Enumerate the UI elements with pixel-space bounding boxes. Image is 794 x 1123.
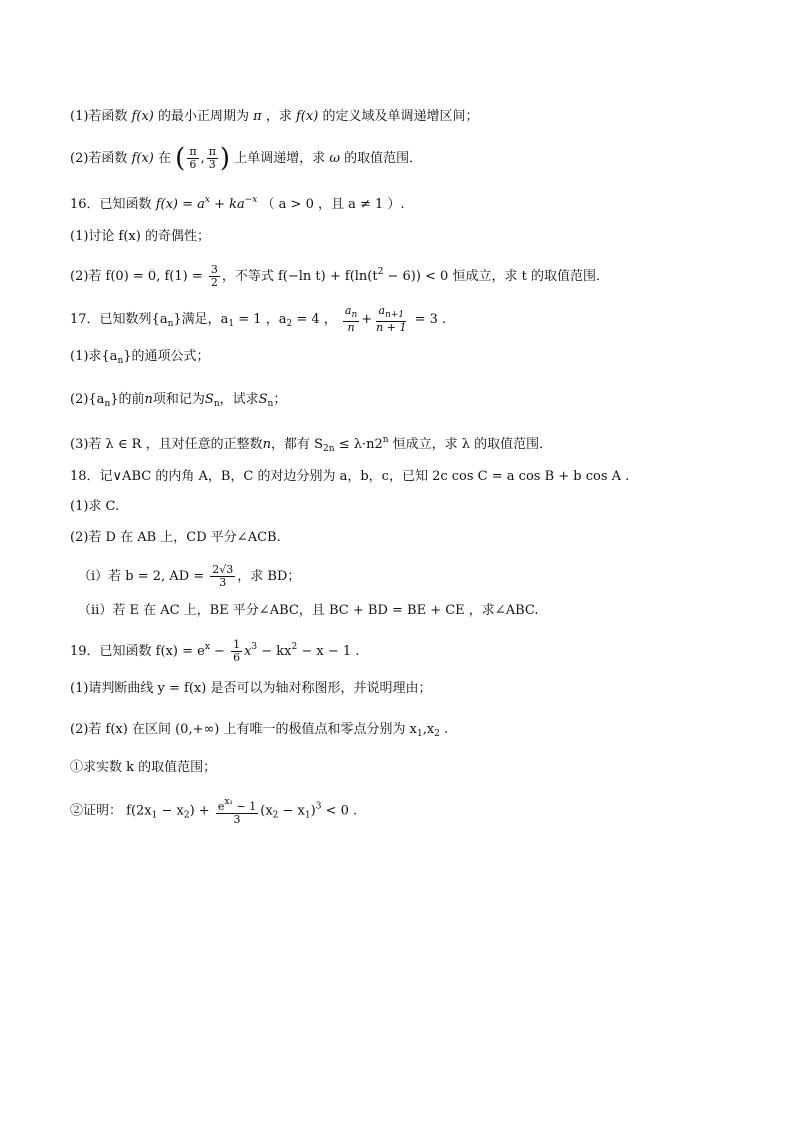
- denominator: 3: [208, 158, 216, 171]
- text: −: [209, 644, 230, 659]
- text: ②证明： f(2x: [70, 803, 152, 819]
- denominator: 6: [233, 651, 241, 664]
- text: (2){a: [70, 392, 105, 407]
- text: (x: [260, 803, 273, 819]
- sup: n: [382, 435, 389, 445]
- math: + ka: [209, 197, 245, 212]
- problem19-item2: [70, 796, 750, 826]
- text: 的取值范围．: [344, 151, 423, 166]
- text: 的最小正周期为: [158, 109, 250, 124]
- sub: 1: [228, 319, 235, 329]
- text: − kx: [257, 644, 292, 659]
- numerator: π: [189, 145, 197, 158]
- text: 恒成立，求 λ 的取值范围．: [388, 437, 553, 452]
- text: − 1: [233, 800, 257, 813]
- sub: 1: [416, 729, 423, 739]
- text: （i）若 b = 2, AD =: [78, 569, 209, 584]
- text: }满足，a: [173, 312, 229, 327]
- text: = 1 ，a: [234, 312, 287, 327]
- problem17-part3: [70, 430, 750, 459]
- sub: 2: [286, 319, 293, 329]
- sub: n: [117, 356, 124, 366]
- sub: 2n: [323, 444, 335, 454]
- text: (1)求{a: [70, 349, 118, 364]
- numerator: [343, 305, 359, 322]
- problem18-part1: (1)求 C.: [70, 499, 120, 514]
- text: 19．已知函数 f(x) = e: [70, 644, 205, 659]
- text: (3)若 λ ∈ R ，且对任意的正整数: [70, 437, 263, 452]
- problem19-header: [70, 637, 750, 664]
- sup: 2: [291, 642, 298, 652]
- denominator: 2: [210, 276, 218, 289]
- text: < 0 .: [321, 803, 358, 819]
- fraction: [210, 564, 235, 589]
- text: ，求 BD；: [237, 569, 301, 584]
- sub: 2: [183, 810, 190, 821]
- problem17-part1: [70, 347, 750, 371]
- math: f(x) = a: [155, 197, 205, 212]
- text: ): [310, 803, 316, 819]
- text: − x − 1 .: [297, 644, 360, 659]
- text: ) +: [189, 803, 214, 819]
- problem19-item1: ①求实数 k 的取值范围；: [70, 760, 217, 775]
- math: n: [262, 437, 271, 452]
- problem16-part2: [70, 262, 750, 289]
- sub: n: [267, 399, 274, 409]
- left-paren: (: [175, 143, 186, 174]
- right-paren: ): [219, 143, 231, 174]
- text: ，求: [265, 109, 292, 124]
- text: (1)若函数: [70, 109, 128, 124]
- text: ≤ λ·n2: [334, 437, 383, 452]
- text: 的定义域及单调递增区间；: [322, 109, 479, 124]
- sup: x: [204, 642, 210, 652]
- math: S: [204, 392, 214, 407]
- sup: −x: [244, 195, 258, 205]
- text: }的前: [110, 392, 145, 407]
- math-omega: ω: [329, 151, 340, 166]
- problem16-part1: (1)讨论 f(x) 的奇偶性；: [70, 229, 210, 244]
- problem18-header: 18．记∨ABC 的内角 A，B，C 的对边分别为 a，b，c，已知 2c cos C = a cos B + b cos A .: [70, 469, 630, 484]
- denominator: n: [347, 321, 355, 334]
- text: 16．已知函数: [70, 197, 152, 212]
- text: 项和记为: [152, 392, 205, 407]
- fraction: [187, 146, 198, 171]
- text: 17．已知数列{a: [70, 312, 168, 327]
- numerator: 3: [210, 263, 218, 276]
- math: S: [258, 392, 268, 407]
- text: (2)若 f(0) = 0, f(1) =: [70, 269, 207, 284]
- math-fx: f(x): [131, 151, 154, 166]
- sup: x₁: [224, 797, 234, 807]
- fraction: [231, 639, 242, 664]
- problem15-part2: (2)若函数 f(x) 在 ( $\frac{\pi}{6}$ , $\frac{\pi}{3}$ ) 上单调递增，求 ω 的取值范围．: [70, 143, 423, 174]
- fraction: [343, 305, 359, 334]
- text: e: [217, 800, 225, 813]
- math: x: [244, 644, 252, 659]
- denominator: 6: [189, 158, 197, 171]
- sup: x: [204, 195, 210, 205]
- text: ，不等式 f(−ln t) + f(ln(t: [221, 269, 378, 284]
- sub: 1: [151, 810, 158, 821]
- text: − 6)) < 0 恒成立，求 t 的取值范围．: [383, 269, 609, 284]
- text: ，试求: [219, 392, 259, 407]
- problem16-header: [70, 190, 750, 215]
- numerator: [376, 305, 406, 322]
- fraction: [374, 305, 408, 334]
- numerator: [216, 796, 258, 814]
- problem17-header: [70, 305, 750, 334]
- fraction: [207, 146, 218, 171]
- text: a: [378, 304, 386, 317]
- text: 在: [158, 151, 172, 166]
- text: ，都有 S: [270, 437, 324, 452]
- sub: n: [167, 319, 174, 329]
- text: ,x: [422, 722, 435, 737]
- numerator: 1: [233, 638, 241, 651]
- sub: 2: [272, 810, 279, 821]
- sub: 1: [304, 810, 311, 821]
- text: 上单调递增，求: [234, 151, 326, 166]
- text: (2)若 f(x) 在区间 (0,+∞) 上有唯一的极值点和零点分别为 x: [70, 722, 417, 737]
- text: = 3 .: [410, 312, 447, 327]
- denominator: 3: [219, 576, 227, 589]
- text: }的通项公式；: [123, 349, 210, 364]
- sub: n: [351, 310, 358, 320]
- math-pi: π: [253, 109, 262, 124]
- problem18-part2: (2)若 D 在 AB 上，CD 平分∠ACB.: [70, 530, 281, 545]
- problem19-part1: (1)请判断曲线 y = f(x) 是否可以为轴对称图形，并说明理由；: [70, 681, 432, 696]
- text: （ a > 0 ，且 a ≠ 1 ）.: [261, 197, 405, 212]
- sup: 2: [377, 267, 384, 277]
- problem19-part2: [70, 720, 750, 744]
- denominator: 3: [233, 813, 241, 826]
- text: ；: [273, 392, 287, 407]
- text: +: [361, 312, 373, 327]
- denominator: n + 1: [376, 321, 407, 334]
- text: = 4 ，: [292, 312, 337, 327]
- problem17-part2: [70, 390, 750, 414]
- math-fx: f(x): [131, 109, 154, 124]
- sub: n: [213, 399, 220, 409]
- problem18-sub2: （ii）若 E 在 AC 上，BE 平分∠ABC，且 BC + BD = BE + CE ，求∠ABC.: [78, 603, 539, 618]
- sup: 3: [315, 801, 322, 812]
- text: − x: [157, 803, 184, 819]
- fraction: [216, 796, 258, 826]
- math: n: [144, 392, 153, 407]
- sub: 2: [434, 729, 440, 739]
- text: − x: [278, 803, 305, 819]
- numerator: 2√3: [212, 563, 234, 576]
- numerator: π: [208, 145, 216, 158]
- problem15-part1: [70, 107, 750, 127]
- text: a: [344, 304, 352, 317]
- sup: 3: [251, 642, 258, 652]
- text: .: [439, 722, 449, 737]
- math-fx: f(x): [296, 109, 319, 124]
- text: (2)若函数: [70, 151, 128, 166]
- fraction: [209, 264, 220, 289]
- sub: n: [104, 399, 111, 409]
- sub: n+1: [385, 310, 405, 320]
- problem18-sub1: [78, 564, 758, 589]
